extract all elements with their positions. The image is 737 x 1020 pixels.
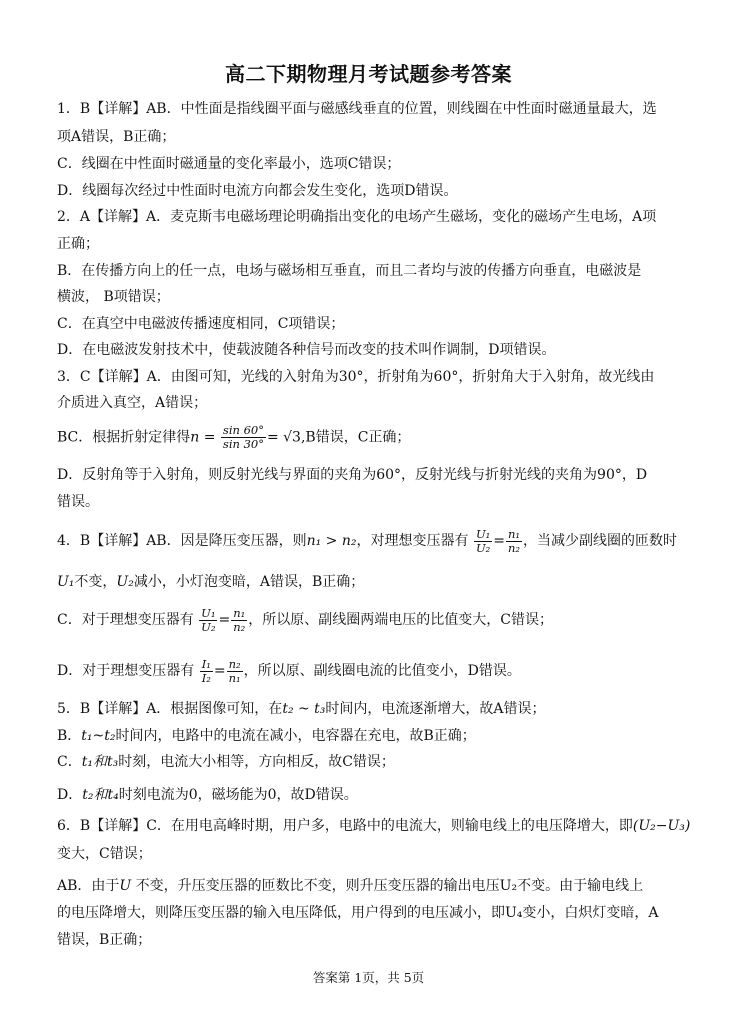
fraction-denominator: sin 30° [222, 437, 264, 451]
text-line: 2．A【详解】A．麦克斯韦电磁场理论明确指出变化的电场产生磁场，变化的磁场产生电场，A项 [57, 209, 657, 225]
fraction-denominator: U₂ [475, 540, 491, 555]
text-line: 1．B【详解】AB．中性面是指线圈平面与磁感线垂直的位置，则线圈在中性面时磁通量最大，选 [57, 101, 657, 117]
formula-inequality: n₁ > n₂ [306, 533, 357, 549]
fraction-denominator: U₂ [201, 619, 216, 634]
q4-line-c: C．对于理想变压器有 $\frac{\text{U₁}}{\text{U₂}}$ = $\frac{\text{n₁}}{\text{n₂}}$ ，所以原、副线圈两端电压的比值变大，C错误； [57, 605, 553, 634]
fraction [221, 424, 266, 451]
fraction-numerator: n₁ [233, 605, 246, 620]
text: 时间内，电路中的电流在减小，电容器在充电，故B正确； [115, 728, 476, 744]
text: D． [57, 787, 83, 803]
text: 减小，小灯泡变暗，A错误，B正确； [133, 574, 365, 590]
formula: t₁~t₂ [81, 728, 116, 744]
text-line: 正确； [57, 236, 99, 252]
text-line: D．线圈每次经过中性面时电流方向都会发生变化，选项D错误。 [57, 183, 458, 199]
text: 时刻电流为0，磁场能为0，故D错误。 [118, 787, 358, 803]
page-title: 高二下期物理月考试题参考答案 [225, 62, 512, 86]
fraction-numerator: n₁ [507, 526, 521, 541]
fraction-denominator: n₂ [233, 619, 246, 634]
q5-line [57, 786, 687, 804]
text: ，所以原、副线圈电流的比值变小，D错误。 [243, 663, 521, 679]
text: 时刻，电流大小相等，方向相反，故C错误； [118, 754, 395, 770]
text: ，所以原、副线圈两端电压的比值变大，C错误； [248, 612, 553, 628]
q4-line-b [57, 573, 687, 591]
text: 6．B【详解】C．在用电高峰时期，用户多，电路中的电流大，则输电线上的电压降增大，即 [57, 818, 633, 834]
fraction [199, 607, 217, 634]
fraction [474, 528, 492, 555]
text: ，当减少副线圈的匝数时 [523, 533, 678, 549]
q6-line [57, 877, 687, 895]
q5-line [57, 700, 687, 718]
formula-u2: U₂ [116, 574, 134, 590]
text: 不变， [74, 574, 117, 590]
fraction [200, 658, 213, 685]
text: C．对于理想变压器有 [57, 612, 194, 628]
fraction-denominator: n₁ [228, 670, 241, 685]
formula-u1: U₁ [57, 574, 75, 590]
formula-n: n = [190, 429, 216, 446]
q4-line-a [57, 527, 687, 555]
text: 5．B【详解】A．根据图像可知，在 [57, 701, 283, 717]
formula: (U₂−U₃) [632, 818, 691, 834]
formula: t₁和t₃ [81, 754, 119, 770]
page-footer: 答案第 1页，共 5页 [312, 970, 425, 985]
text: 错误，B正确； [57, 932, 152, 948]
q6-line [57, 845, 687, 863]
fraction [506, 528, 522, 555]
formula-line-refraction [57, 424, 687, 451]
q6-line [57, 817, 691, 835]
fraction-numerator: U₁ [475, 526, 491, 541]
text-line: D．在电磁波发射技术中，使载波随各种信号而改变的技术叫作调制，D项错误。 [57, 342, 556, 358]
formula: t₂ ~ t₃ [282, 701, 326, 717]
text-line: 3．C【详解】A．由图可知，光线的入射角为30°，折射角为60°，折射角大于入射角，故光线由 [57, 369, 655, 385]
q6-line [57, 904, 687, 922]
text-line: 介质进入真空，A错误； [57, 395, 208, 411]
text-line: 项A错误，B正确； [57, 129, 176, 145]
text: 的电压降增大，则降压变压器的输入电压降低，用户得到的电压减小，即U₄变小，白炽灯变暗，A [57, 905, 659, 921]
text: C． [57, 754, 82, 770]
text-line: C．在真空中电磁波传播速度相同，C项错误； [57, 316, 345, 332]
text-line: C．线圈在中性面时磁通量的变化率最小，选项C错误； [57, 156, 401, 172]
fraction-denominator: I₂ [201, 670, 211, 685]
text: 4．B【详解】AB．因是降压变压器，则 [57, 533, 307, 549]
q5-line [57, 727, 687, 745]
text-line: 横波， B项错误； [57, 289, 170, 305]
fraction [231, 607, 247, 634]
formula-result: = √3 [266, 429, 301, 446]
fraction-numerator: sin 60° [222, 423, 264, 437]
text: 变大，C错误； [57, 846, 152, 862]
fraction [227, 658, 243, 685]
fraction-numerator: I₁ [201, 656, 211, 671]
fraction-numerator: n₂ [228, 656, 241, 671]
text-line: 错误。 [57, 494, 99, 510]
text-line: B．在传播方向上的任一点，电场与磁场相互垂直，而且二者均与波的传播方向垂直，电磁波是 [57, 263, 642, 279]
q5-line [57, 753, 687, 771]
q4-line-d: D．对于理想变压器有 $\frac{\text{I₁}}{\text{I₂}}$ = $\frac{\text{n₂}}{\text{n₁}}$ ，所以原、副线圈电流的比值变小，D错误。 [57, 656, 521, 685]
text: ，对理想变压器有 [356, 533, 469, 549]
q6-line [57, 931, 687, 949]
text: 时间内，电流逐渐增大，故A错误； [325, 701, 546, 717]
fraction-numerator: U₁ [201, 605, 216, 620]
equals-sign: = [493, 533, 505, 549]
formula: t₂和t₄ [82, 787, 119, 803]
text: 不变，升压变压器的匝数比不变，则升压变压器的输出电压U₂不变。由于输电线上 [131, 878, 644, 894]
text: B． [57, 728, 82, 744]
fraction-denominator: n₂ [507, 540, 521, 555]
text: AB．由于 [57, 878, 120, 894]
formula: U [119, 878, 132, 894]
text: D．对于理想变压器有 [57, 663, 195, 679]
text-line: D．反射角等于入射角，则反射光线与界面的夹角为60°，反射光线与折射光线的夹角为90°，D [57, 467, 648, 483]
text: ,B错误，C正确； [300, 429, 411, 446]
text: BC．根据折射定律得 [57, 429, 191, 446]
